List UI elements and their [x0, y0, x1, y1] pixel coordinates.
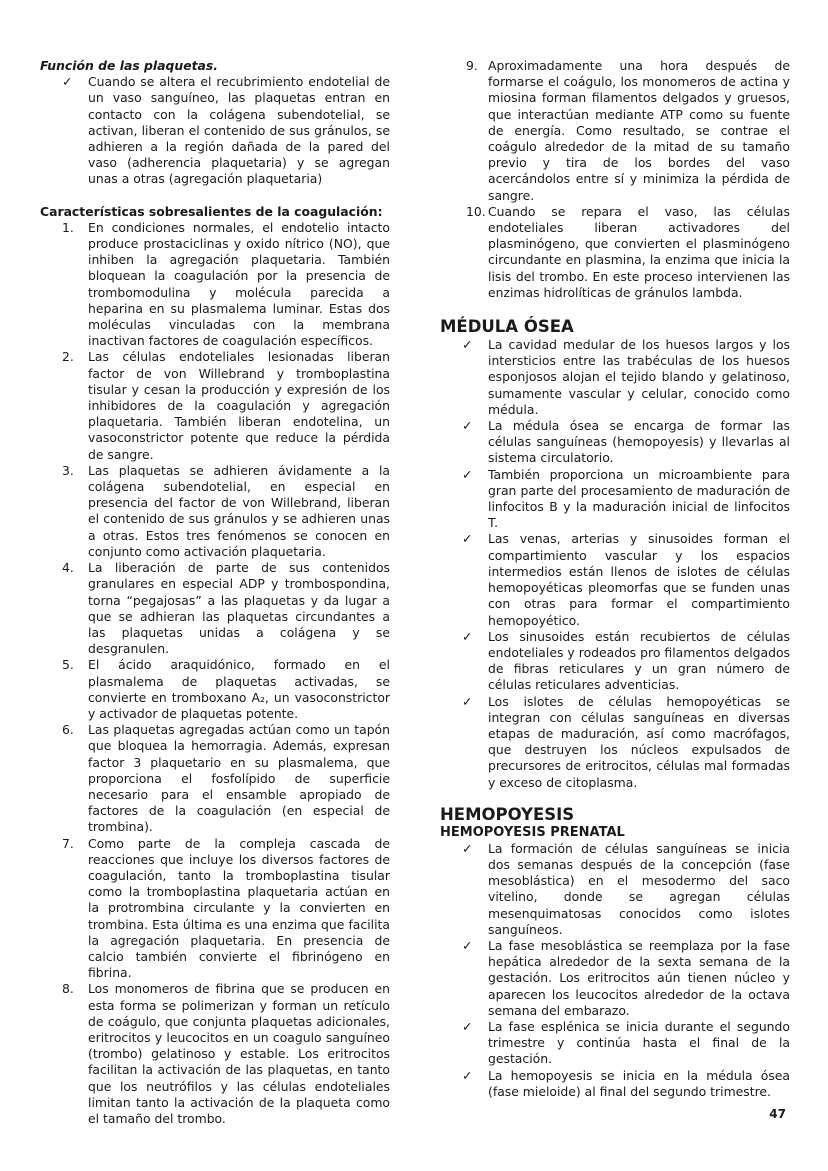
list-item [40, 220, 390, 350]
item-number: 10. [466, 203, 486, 219]
list-item-text: Los islotes de células hemopoyéticas se integran con células sanguíneas en diversas etapas de maduración, así como macrófagos, que destruyen los núcleos expulsados de precursores de eritrocitos, células mal formadas y exceso de citoplasma. [488, 693, 790, 790]
check-icon: ✓ [462, 466, 473, 482]
list-item-text: La médula ósea se encarga de formar las células sanguíneas (hemopoyesis) y llevarlas al sistema circulatorio. [488, 418, 790, 466]
list-item [40, 722, 390, 835]
check-icon: ✓ [462, 418, 473, 434]
list-item [40, 74, 390, 187]
list-item [440, 1019, 790, 1068]
item-number: 9. [466, 58, 478, 73]
list-item [40, 981, 390, 1127]
list-item [440, 418, 790, 467]
list-item-text: También proporciona un microambiente para gran parte del procesamiento de maduración de linfocitos B y la maduración inicial de linfocitos T. [488, 466, 790, 531]
list-item [40, 349, 390, 462]
page-number: 47 [769, 1107, 786, 1121]
check-icon: ✓ [62, 74, 73, 90]
coagulation-heading: Características sobresalientes de la coagulación: [40, 203, 383, 219]
item-number: 2. [62, 349, 74, 365]
list-item-text: Las venas, arterias y sinusoides forman el compartimiento vascular y los espacios intermedios están llenos de islotes de células hemopoyéticas pleomorfas que se funden unas con otras para formar el compartimiento hemopoyético. [488, 531, 790, 628]
list-item-text: La hemopoyesis se inicia en la médula ósea (fase mieloide) al final del segundo trimestre. [488, 1067, 790, 1099]
check-icon: ✓ [462, 693, 473, 709]
item-number: 4. [62, 560, 74, 576]
right-column [440, 58, 790, 1100]
list-item-text: En condiciones normales, el endotelio intacto produce prostaciclinas y oxido nítrico (NO), que inhiben la agregación plaquetaria. También bloquean la coagulación por la presencia de trombomodulina y molécula parecida a heparina en su plasmalema luminar. Estas dos moléculas vinculadas con la membrana inactivan factores de coagulación específicos. [88, 219, 390, 349]
list-item [440, 204, 790, 301]
list-item-text: Las células endoteliales lesionadas liberan factor de von Willebrand y tromboplastina tisular y cesan la producción y expresión de los inhibidores de la coagulación y agregación plaquetaria. También liberan endotelina, un vasoconstrictor potente que reduce la pérdida de sangre. [88, 349, 390, 462]
item-number: 7. [62, 835, 74, 851]
list-item-text: La formación de células sanguíneas se inicia dos semanas después de la concepción (fase mesoblástica) en el mesodermo del saco vitelino, donde se agregan células mesenquimatosas conocidos como islotes sanguíneos. [488, 840, 790, 937]
list-item [440, 58, 790, 204]
list-item [440, 629, 790, 694]
list-item-text: Como parte de la compleja cascada de reacciones que incluye los diversos factores de coagulación, tanto la tromboplastina tisular como la tromboplastina plaquetaria actúan en la protrombina circulante y la convierten en trombina. Esta última es una enzima que facilita la agregación plaquetaria. En presencia de calcio también convierte el fibrinógeno en fibrina. [88, 835, 390, 981]
check-icon: ✓ [462, 531, 473, 547]
platelet-function-heading: Función de las plaquetas. [40, 58, 218, 73]
item-number: 3. [62, 462, 74, 478]
list-item [40, 463, 390, 560]
medula-osea-heading: MÉDULA ÓSEA [440, 317, 574, 337]
list-item-text: La fase mesoblástica se reemplaza por la fase hepática alrededor de la sexta semana de la gestación. Los eritrocitos aún tienen núcleo y aparecen los leucocitos alrededor de la octava semana del embarazo. [488, 937, 790, 1018]
list-item-text: La fase esplénica se inicia durante el segundo trimestre y continúa hasta el final de la gestación. [488, 1018, 790, 1067]
list-item-text: Aproximadamente una hora después de formarse el coágulo, los monomeros de actina y miosina forman filamentos delgados y gruesos, que interactúan mediante ATP como su fuente de energía. Como resultado, se contrae el coágulo alrededor de la mitad de su tamaño previo y tira de los bordes del vaso acercándolos entre sí y minimiza la pérdida de sangre. [488, 58, 790, 203]
list-item [440, 694, 790, 791]
list-item-text: Los monomeros de fibrina que se producen en esta forma se polimerizan y forman un retículo de coágulo, que conjunta plaquetas adicionales, eritrocitos y leucocitos en un coagulo sanguíneo (trombo) gelatinoso y estable. Los eritrocitos facilitan la activación de las plaquetas, en tanto que los neutrófilos y las células endoteliales limitan tanto la activación de la plaqueta como el tamaño del trombo. [88, 981, 390, 1126]
list-item [40, 836, 390, 982]
item-number: 1. [62, 219, 74, 235]
list-item [40, 657, 390, 722]
check-icon: ✓ [462, 1018, 473, 1034]
list-item-text: La liberación de parte de sus contenidos granulares en especial ADP y trombospondina, torna “pegajosas” a las plaquetas y da lugar a que se adhieran las plaquetas circundantes a las plaquetas unidas a colágena y se desgranulen. [88, 560, 390, 657]
check-icon: ✓ [462, 937, 473, 953]
item-number: 6. [62, 722, 74, 738]
list-item [40, 560, 390, 657]
list-item [440, 938, 790, 1019]
check-icon: ✓ [462, 1067, 473, 1083]
list-item-text: Las plaquetas se adhieren ávidamente a la colágena subendotelial, en especial en presencia del factor de von Willebrand, liberan el contenido de sus gránulos y se adhieren unas a otras. Estos tres fenómenos se conocen en conjunto como activación plaquetaria. [88, 462, 390, 559]
list-item-text: Cuando se altera el recubrimiento endotelial de un vaso sanguíneo, las plaquetas entran en contacto con la colágena subendotelial, se activan, liberan el contenido de sus gránulos, se adhieren a la región dañada de la pared del vaso (adherencia plaquetaria) y se agregan unas a otras (agregación plaquetaria) [88, 74, 390, 187]
list-item [440, 531, 790, 628]
list-item-text: La cavidad medular de los huesos largos y los intersticios entre las trabéculas de los huesos esponjosos alojan el tejido blando y gelatinoso, sumamente vascular y celular, conocido como médula. [488, 337, 790, 417]
item-number: 8. [62, 981, 74, 997]
list-item [440, 1068, 790, 1100]
hemopoyesis-prenatal-heading: HEMOPOYESIS PRENATAL [440, 824, 625, 840]
list-item [440, 337, 790, 418]
check-icon: ✓ [462, 337, 473, 353]
check-icon: ✓ [462, 840, 473, 856]
item-number: 5. [62, 657, 74, 673]
list-item-text: El ácido araquidónico, formado en el plasmalema de plaquetas activadas, se convierte en tromboxano A₂, un vasoconstrictor y activador de plaquetas potente. [88, 657, 390, 721]
list-item-text: Cuando se repara el vaso, las células endoteliales liberan activadores del plasminógeno, que convierten el plasminógeno circundante en plasmina, la enzima que inicia la lisis del trombo. En este proceso intervienen las enzimas hidrolíticas de gránulos lambda. [488, 203, 790, 300]
list-item-text: Los sinusoides están recubiertos de células endoteliales y rodeados pro filamentos delgados de fibras reticulares y un gran número de células reticulares adventicias. [488, 628, 790, 693]
list-item [440, 467, 790, 532]
check-icon: ✓ [462, 628, 473, 644]
list-item-text: Las plaquetas agregadas actúan como un tapón que bloquea la hemorragia. Además, expresan factor 3 plaquetario en su plasmalema, que proporciona el fosfolípido de superficie necesario para el ensamble apropiado de factores de la coagulación (en especial de trombina). [88, 722, 390, 835]
list-item [440, 841, 790, 938]
hemopoyesis-heading: HEMOPOYESIS [440, 804, 575, 824]
left-column [40, 58, 390, 1127]
